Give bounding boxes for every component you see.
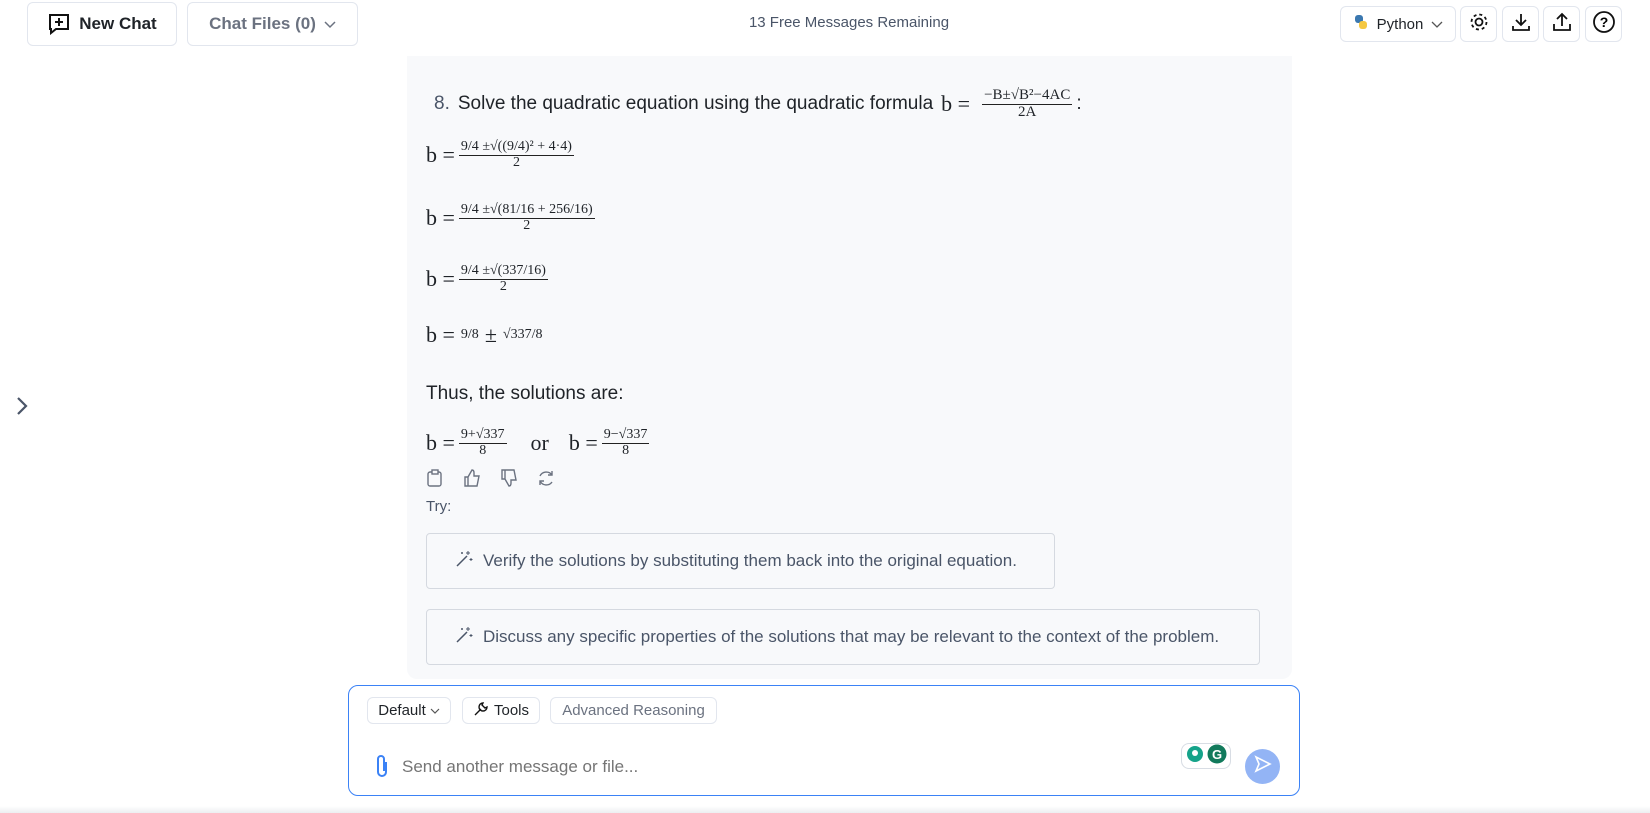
expand-sidebar-button[interactable] [14, 396, 30, 421]
step-text: Solve the quadratic equation using the quadratic formula [457, 93, 934, 115]
equation-line-3 [426, 264, 552, 294]
advanced-reasoning-toggle[interactable] [550, 697, 717, 724]
or-text: or [530, 430, 549, 456]
copy-icon[interactable] [426, 469, 444, 492]
equation-line-1 [426, 140, 578, 170]
language-label: Python [1376, 15, 1424, 33]
thumbs-down-icon[interactable] [500, 469, 518, 492]
equation-line-2 [426, 203, 599, 233]
num-b: ±√(81/16 + 256/16) [482, 202, 593, 217]
plus-minus: ± [484, 322, 497, 347]
formula-numerator: −B±√B²−4AC [984, 87, 1071, 103]
formula-lhs: b = [941, 91, 971, 117]
lhs: b = [426, 322, 455, 347]
step-number: 8. [434, 93, 450, 115]
solution-1 [459, 428, 507, 458]
share-button[interactable] [1543, 6, 1580, 42]
help-button[interactable] [1585, 6, 1622, 42]
python-icon [1353, 14, 1369, 34]
num-a: 9/4 [460, 139, 479, 154]
message-actions [426, 469, 555, 492]
formula-colon: : [1076, 93, 1082, 115]
send-icon [1254, 755, 1272, 778]
grammarly-icon [1207, 744, 1227, 769]
try-label: Try: [426, 498, 452, 515]
fraction [459, 140, 574, 170]
chevron-down-icon [430, 702, 440, 719]
send-button[interactable] [1245, 749, 1280, 784]
quadratic-formula [982, 88, 1072, 121]
grammarly-widget[interactable] [1181, 743, 1231, 769]
suggestion-text: Discuss any specific properties of the solutions that may be relevant to the context of the problem. [483, 627, 1220, 646]
formula-denominator: 2A [1018, 103, 1037, 120]
den: 8 [622, 442, 630, 458]
num-a: 9/4 [460, 263, 479, 278]
num: 9+√337 [460, 427, 505, 442]
paperclip-icon [374, 765, 390, 782]
solution-2 [602, 428, 650, 458]
magic-wand-icon [455, 626, 473, 649]
chat-files-dropdown[interactable] [187, 2, 358, 46]
tools-label: Tools [493, 702, 530, 719]
language-dropdown[interactable] [1340, 6, 1456, 42]
mode-dropdown[interactable] [367, 697, 451, 724]
chat-files-label: Chat Files (0) [209, 14, 316, 33]
lhs: b = [426, 430, 455, 456]
messages-remaining: 13 Free Messages Remaining [748, 14, 950, 31]
lhs: b = [426, 205, 455, 231]
download-button[interactable] [1502, 6, 1539, 42]
advanced-label: Advanced Reasoning [562, 702, 705, 719]
den: 2 [512, 154, 520, 170]
download-icon [1510, 11, 1532, 38]
attach-file-button[interactable] [374, 754, 390, 783]
upload-icon [1551, 11, 1573, 38]
bottom-shadow [0, 806, 1650, 813]
gear-icon [1468, 11, 1490, 38]
solutions-intro: Thus, the solutions are: [426, 383, 624, 404]
den: 8 [479, 442, 487, 458]
regenerate-icon[interactable] [537, 469, 555, 492]
fraction [459, 203, 595, 233]
suggestion-2[interactable] [426, 609, 1260, 665]
lhs: b = [568, 430, 598, 456]
message-input[interactable] [402, 754, 1162, 780]
lhs: b = [426, 266, 455, 292]
new-chat-icon [47, 13, 71, 35]
equation-line-4 [426, 322, 542, 348]
num-a: 9/4 [460, 202, 479, 217]
num-b: ±√((9/4)² + 4·4) [482, 139, 572, 154]
fraction [459, 264, 548, 294]
lhs: b = [426, 142, 455, 168]
suggestion-text: Verify the solutions by substituting them back into the original equation. [483, 551, 1017, 570]
chevron-down-icon [1431, 16, 1443, 33]
lightbulb-icon [1186, 745, 1204, 768]
tools-button[interactable] [462, 697, 540, 724]
step-8 [434, 88, 1082, 121]
chevron-down-icon [324, 14, 336, 34]
chevron-right-icon [14, 403, 30, 420]
term-a: 9/8 [460, 327, 479, 342]
den: 2 [499, 278, 507, 294]
wrench-icon [473, 701, 489, 721]
svg-text:?: ? [1599, 13, 1608, 30]
num-b: ±√(337/16) [482, 263, 546, 278]
settings-button[interactable] [1460, 6, 1497, 42]
thumbs-up-icon[interactable] [463, 469, 481, 492]
solutions-equation [426, 428, 653, 458]
new-chat-label: New Chat [79, 14, 157, 33]
suggestion-1[interactable] [426, 533, 1055, 589]
num: 9−√337 [603, 427, 648, 442]
den: 2 [523, 217, 531, 233]
help-icon [1592, 10, 1616, 39]
term-b: √337/8 [502, 327, 543, 342]
magic-wand-icon [455, 550, 473, 573]
svg-text:G: G [1211, 746, 1222, 762]
mode-label: Default [378, 702, 426, 719]
new-chat-button[interactable] [27, 2, 177, 46]
